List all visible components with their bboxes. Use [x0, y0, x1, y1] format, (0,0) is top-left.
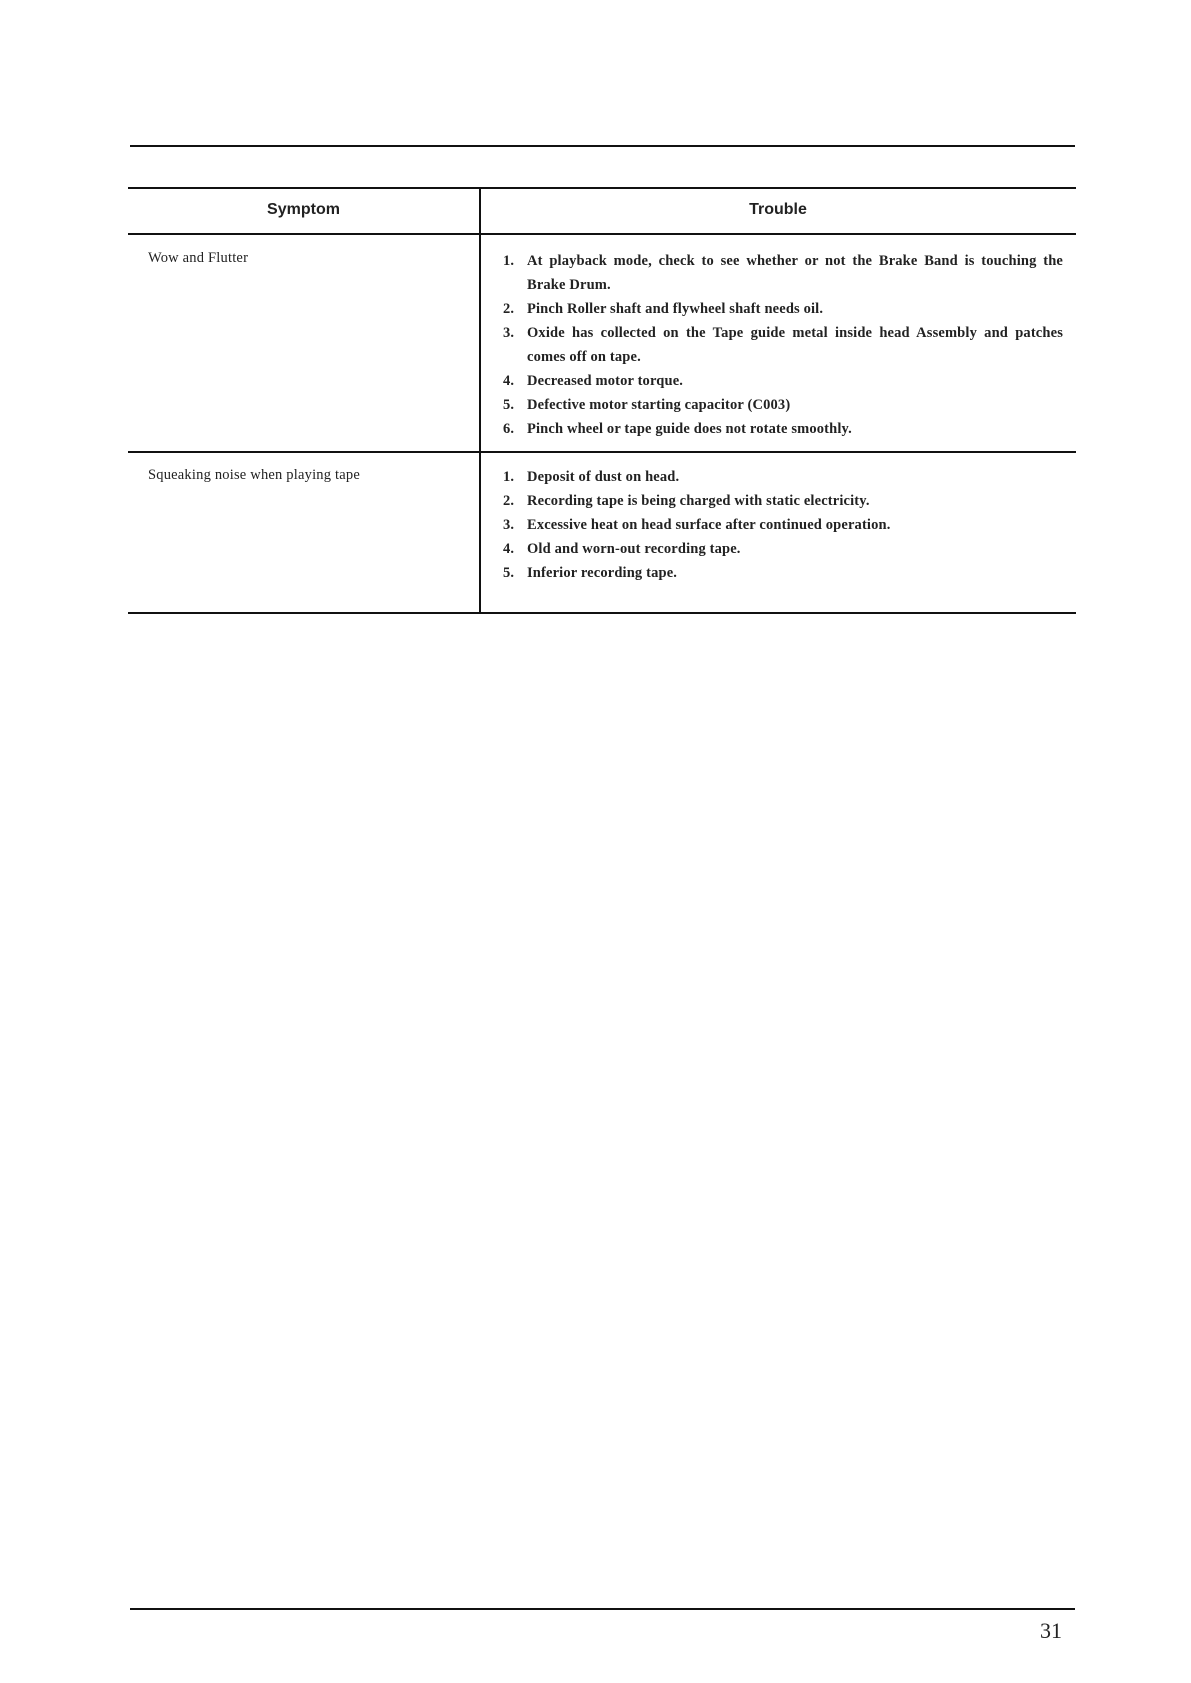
- bottom-rule: [130, 1608, 1075, 1610]
- row-divider: [128, 451, 1076, 453]
- header-bottom-border: [128, 233, 1076, 235]
- trouble-list: [503, 465, 1063, 585]
- item-text: Inferior recording tape.: [527, 565, 678, 581]
- item-number: 2.: [503, 493, 515, 509]
- table-bottom-border: [128, 612, 1076, 614]
- column-header-symptom: Symptom: [267, 201, 340, 218]
- trouble-item: [503, 369, 1063, 393]
- item-text: Pinch Roller shaft and flywheel shaft needs oil.: [527, 301, 824, 317]
- item-text: Defective motor starting capacitor (C003): [527, 397, 791, 413]
- page-number: 31: [1040, 1618, 1062, 1643]
- item-text: Excessive heat on head surface after continued operation.: [527, 517, 891, 533]
- item-number: 4.: [503, 373, 515, 389]
- top-rule: [130, 145, 1075, 147]
- table-top-border: [128, 187, 1076, 189]
- column-header-trouble: Trouble: [749, 201, 807, 218]
- item-text: Old and worn-out recording tape.: [527, 541, 741, 557]
- trouble-item: [503, 321, 1063, 369]
- item-number: 6.: [503, 421, 515, 437]
- trouble-item: [503, 249, 1063, 297]
- item-text: Decreased motor torque.: [527, 373, 684, 389]
- trouble-item: [503, 561, 1063, 585]
- trouble-item: [503, 537, 1063, 561]
- trouble-item: [503, 513, 1063, 537]
- item-number: 1.: [503, 469, 515, 485]
- trouble-item: [503, 465, 1063, 489]
- item-text: Deposit of dust on head.: [527, 469, 680, 485]
- trouble-item: [503, 297, 1063, 321]
- item-text: Oxide has collected on the Tape guide metal inside head Assembly and patches comes off on tape.: [527, 325, 1063, 365]
- item-number: 3.: [503, 325, 515, 341]
- item-number: 5.: [503, 565, 515, 581]
- symptom-cell: Squeaking noise when playing tape: [148, 467, 360, 483]
- trouble-item: [503, 417, 1063, 441]
- item-number: 5.: [503, 397, 515, 413]
- item-number: 3.: [503, 517, 515, 533]
- trouble-item: [503, 489, 1063, 513]
- item-number: 2.: [503, 301, 515, 317]
- item-number: 1.: [503, 253, 515, 269]
- item-text: Recording tape is being charged with static electricity.: [527, 493, 870, 509]
- item-text: At playback mode, check to see whether or not the Brake Band is touching the Brake Drum.: [527, 253, 1063, 293]
- item-number: 4.: [503, 541, 515, 557]
- symptom-cell: Wow and Flutter: [148, 250, 249, 266]
- trouble-list: [503, 249, 1063, 441]
- column-divider: [479, 187, 481, 613]
- trouble-item: [503, 393, 1063, 417]
- item-text: Pinch wheel or tape guide does not rotate smoothly.: [527, 421, 852, 437]
